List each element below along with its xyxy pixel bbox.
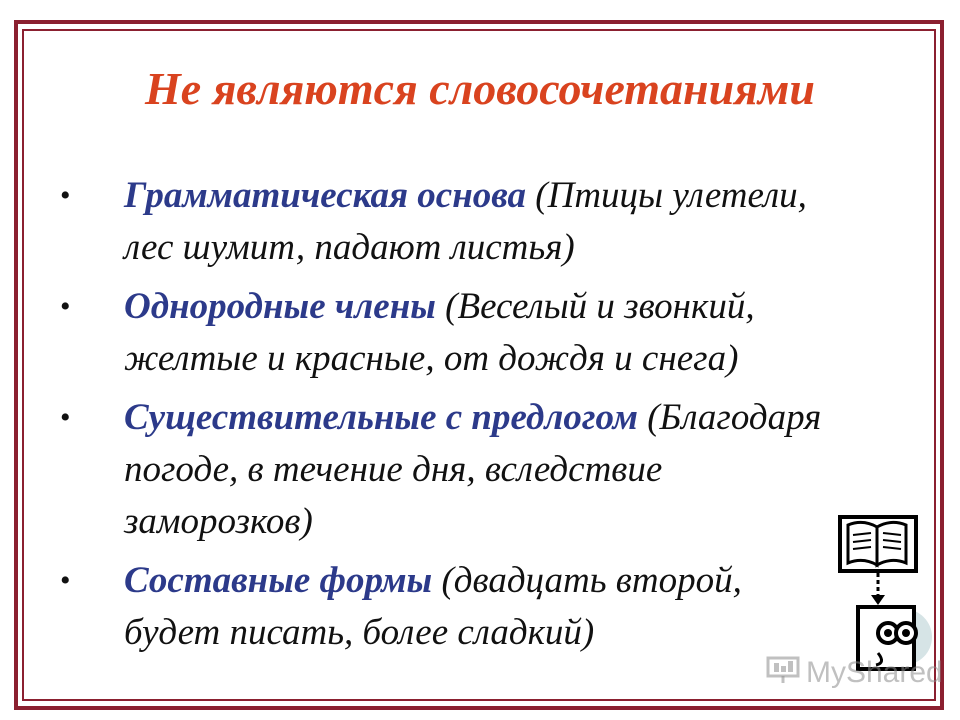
- book-to-thinker-icon: [838, 515, 934, 675]
- item-term: Составные формы: [124, 560, 433, 601]
- item-term: Существительные с предлогом: [124, 397, 638, 438]
- bullet: •: [60, 564, 71, 597]
- item-examples: (двадцать второй, будет писать, более сладкий): [124, 560, 742, 653]
- bullet: •: [60, 401, 71, 434]
- bullet: •: [60, 290, 71, 323]
- list-item: [60, 555, 840, 659]
- list-item: [60, 392, 840, 548]
- bullet-list: [60, 170, 840, 666]
- list-item: [60, 170, 840, 274]
- watermark-text: MyShared: [806, 656, 943, 689]
- list-item: [60, 281, 840, 385]
- presentation-logo-icon: [766, 654, 800, 692]
- slide-title: Не являются словосочетаниями: [145, 63, 815, 114]
- item-term: Однородные члены: [124, 286, 436, 327]
- item-examples: (Веселый и звонкий, желтые и красные, от дождя и снега): [124, 286, 755, 379]
- item-examples: (Птицы улетели, лес шумит, падают листья): [124, 175, 807, 268]
- bullet: •: [60, 179, 71, 212]
- item-term: Грамматическая основа: [124, 175, 527, 216]
- item-examples: (Благодаря погоде, в течение дня, вследствие заморозков): [124, 397, 822, 542]
- watermark: [766, 655, 943, 691]
